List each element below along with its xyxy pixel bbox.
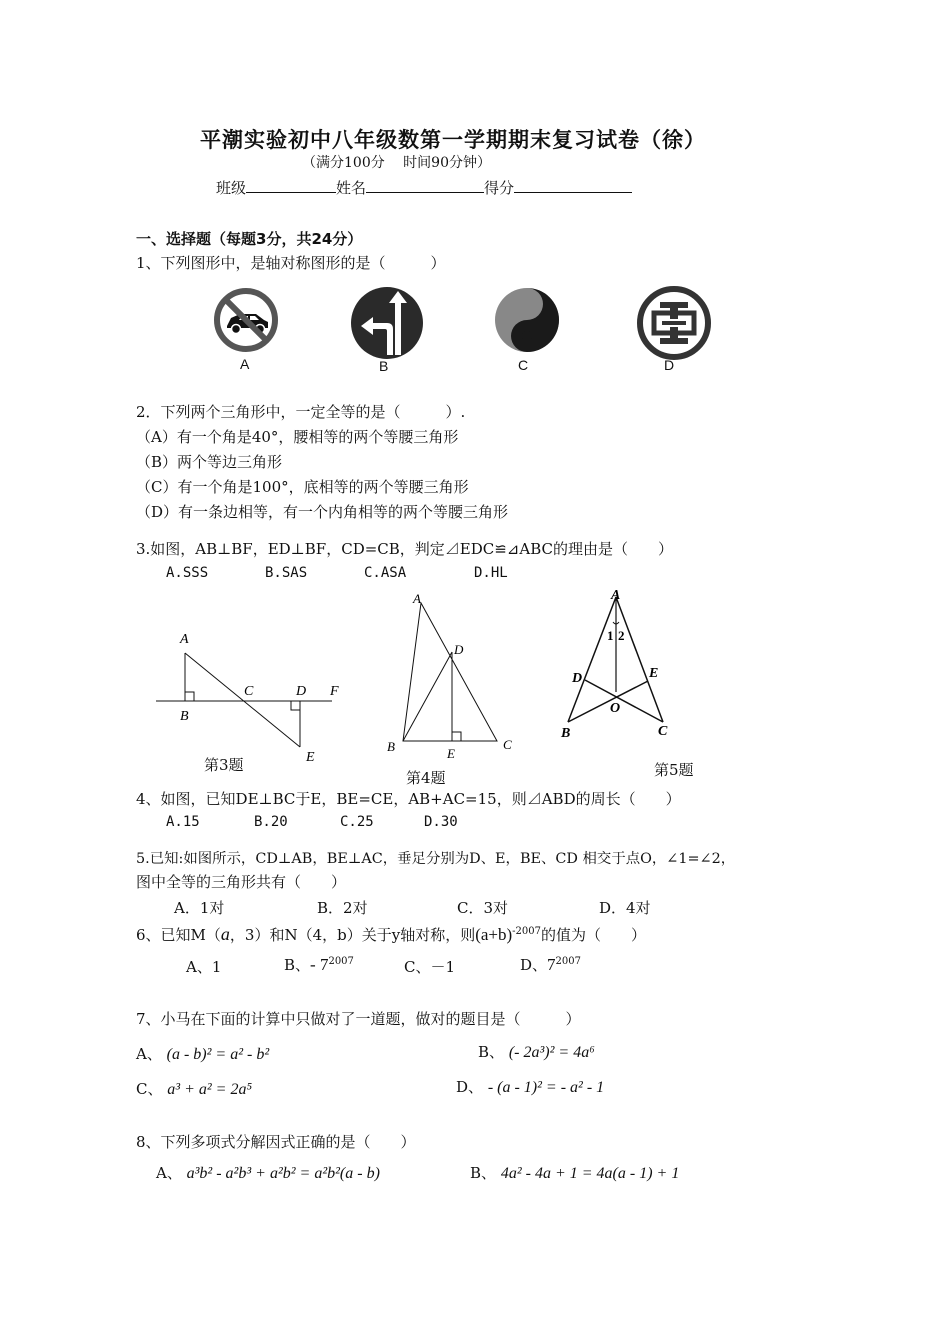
page-title: 平潮实验初中八年级数第一学期期末复习试卷（徐） [200, 128, 706, 152]
q3-option-d: D.HL [474, 565, 508, 581]
question-3: 3.如图，AB⊥BF，ED⊥BF，CD=CB，判定⊿EDC≌⊿ABC的理由是（ ） [136, 540, 673, 558]
q1-label-a: A [240, 356, 250, 372]
q3-option-c: C.ASA [364, 565, 407, 581]
fig4-label-c: C [503, 737, 512, 752]
fig3-label-e: E [306, 750, 315, 765]
question-8: 8、下列多项式分解因式正确的是（ ） [136, 1133, 416, 1151]
q7-option-b: B、 (- 2a³)² = 4a⁶ [478, 1043, 595, 1061]
q6-var-a: a [220, 924, 230, 944]
question-5-line-2: 图中全等的三角形共有（ ） [136, 873, 347, 891]
q3-option-b: B.SAS [265, 565, 308, 581]
figure-4-diagram [380, 585, 530, 770]
q6-exponent: -2007 [512, 926, 541, 937]
fig5-label-d: D [572, 671, 583, 686]
fig4-label-b: B [387, 739, 395, 754]
q1-label-b: B [379, 358, 389, 374]
fig3-label-a: A [180, 632, 189, 647]
bank-logo-icon [636, 285, 712, 361]
no-car-sign-icon [212, 286, 280, 354]
question-5-line-1: 5.已知:如图所示，CD⊥AB，BE⊥AC，垂足分别为D、E，BE、CD 相交于点O，∠1=∠2， [136, 851, 736, 867]
fig4-label-d: D [454, 642, 464, 657]
q8-option-b: B、 4a² - 4a + 1 = 4a(a - 1) + 1 [470, 1164, 680, 1182]
q6-option-d: D、$7^{2007}$ [520, 955, 581, 974]
section-heading: 一、选择题（每题3分，共24分） [136, 230, 363, 248]
fig5-label-b: B [561, 726, 571, 741]
q4-option-b: B.20 [254, 814, 288, 830]
q4-option-a: A.15 [166, 814, 200, 830]
question-4: 4、如图，已知DE⊥BC于E，BE=CE，AB+AC=15，则⊿ABD的周长（ ） [136, 790, 681, 808]
q2-option-c: （C）有一个角是100°，底相等的两个等腰三角形 [136, 478, 469, 496]
score-blank[interactable] [514, 178, 632, 193]
q6-option-b: B、- $7^{2007}$ [284, 955, 354, 974]
q5-option-c: C．3对 [457, 899, 509, 917]
yin-yang-icon [494, 287, 560, 353]
figure-5-caption: 第5题 [654, 761, 694, 779]
q6-option-a: A、1 [186, 958, 222, 976]
fig5-label-e: E [649, 666, 659, 681]
q5-option-d: D．4对 [599, 899, 651, 917]
figure-5-diagram [550, 582, 700, 747]
page-subtitle: （满分100分 时间90分钟） [302, 155, 491, 171]
class-blank[interactable] [246, 178, 336, 193]
fig5-label-2: 2 [618, 628, 625, 643]
q1-label-d: D [664, 357, 675, 373]
figure-3-caption: 第3题 [204, 756, 244, 774]
question-1: 1、下列图形中，是轴对称图形的是（ ） [136, 254, 446, 272]
q5-option-a: A．1对 [174, 899, 225, 917]
q7-option-c: C、 a³ + a² = 2a⁵ [136, 1080, 253, 1098]
q3-option-a: A.SSS [166, 565, 209, 581]
question-7: 7、小马在下面的计算中只做对了一道题，做对的题目是（ ） [136, 1010, 581, 1028]
q1-label-c: C [518, 357, 529, 373]
turn-left-straight-sign-icon [349, 285, 425, 361]
figure-4-caption: 第4题 [406, 769, 446, 787]
fig3-label-d: D [296, 684, 307, 699]
q6-option-c: C、－1 [404, 958, 456, 976]
fig3-label-b: B [180, 709, 189, 724]
fig3-label-f: F [330, 684, 339, 699]
q7-option-d: D、 - (a - 1)² = - a² - 1 [456, 1078, 605, 1096]
q8-option-a: A、 a³b² - a²b³ + a²b² = a²b²(a - b) [156, 1164, 380, 1182]
q2-option-a: （A）有一个角是40°，腰相等的两个等腰三角形 [136, 428, 459, 446]
fig4-label-e: E [447, 746, 455, 761]
info-line [216, 177, 632, 198]
fig5-label-c: C [658, 724, 668, 739]
q2-option-b: （B）两个等边三角形 [136, 453, 283, 471]
question-6: 6、已知M（a，3）和N（4，b）关于y轴对称，则$(a+b)^{-2007}$的值为（ ） [136, 924, 647, 944]
question-2: 2．下列两个三角形中，一定全等的是（ ）. [136, 403, 466, 421]
score-label: 得分 [484, 179, 515, 197]
q4-option-d: D.30 [424, 814, 458, 830]
fig3-label-c: C [244, 684, 254, 699]
q6-expr: (a+b) [475, 925, 513, 944]
fig4-label-a: A [413, 591, 421, 606]
q7-option-a: A、 (a - b)² = a² - b² [136, 1045, 270, 1063]
q4-option-c: C.25 [340, 814, 374, 830]
q2-option-d: （D）有一条边相等，有一个内角相等的两个等腰三角形 [136, 503, 509, 521]
figure-3-diagram [150, 620, 350, 770]
fig5-label-a: A [611, 588, 621, 603]
fig5-label-1: 1 [607, 628, 614, 643]
class-label: 班级 [216, 179, 247, 197]
q5-option-b: B．2对 [317, 899, 368, 917]
name-label: 姓名 [336, 179, 367, 197]
name-blank[interactable] [366, 178, 484, 193]
fig5-label-o: O [610, 701, 621, 716]
